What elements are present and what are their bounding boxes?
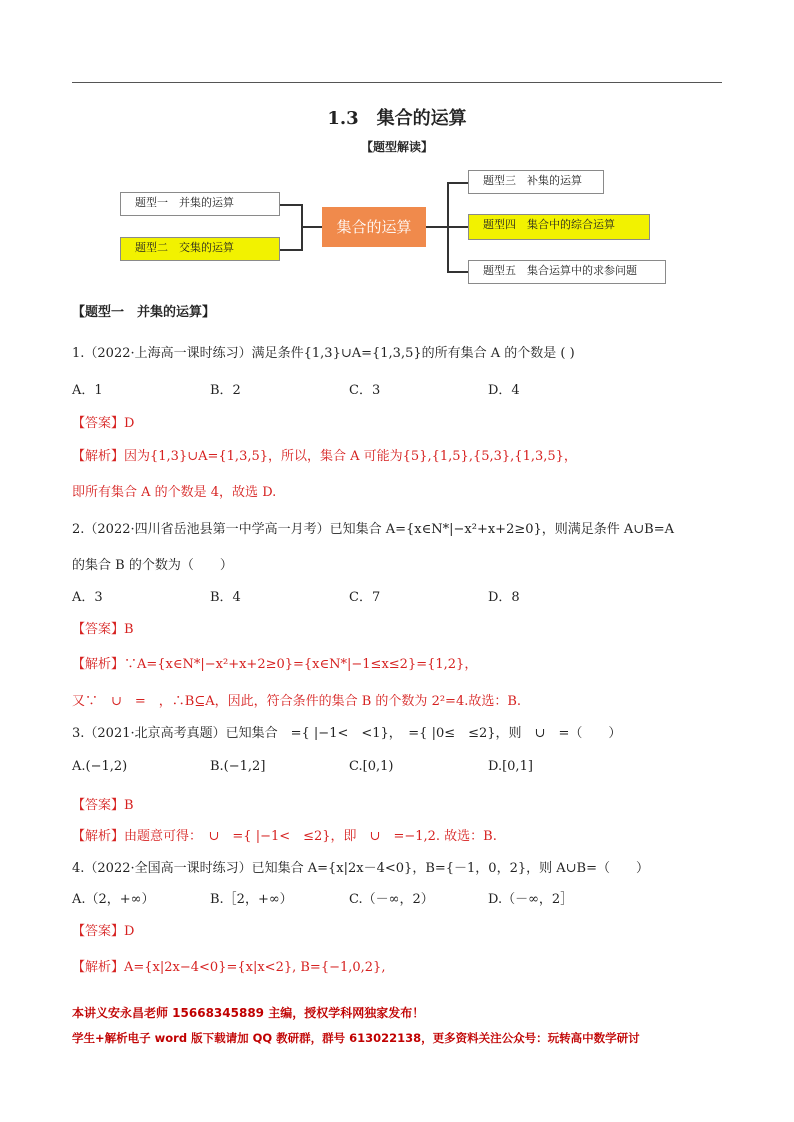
- q2-option-c: C．7: [349, 590, 381, 605]
- q1-option-a: A．1: [72, 383, 103, 398]
- connector: [280, 249, 302, 251]
- footer-line-1: 本讲义安永昌老师 15668345889 主编，授权学科网独家发布！: [72, 1006, 425, 1020]
- diagram-right-box-2: 题型四 集合中的综合运算: [468, 214, 650, 240]
- connector: [447, 226, 468, 228]
- question-3-stem: 3.（2021·北京高考真题）已知集合 ={ |−1< <1}， ={ |0≤ ≤2}，则 ∪ =（ ）: [72, 726, 622, 741]
- q4-option-a: A.（2，+∞）: [72, 892, 155, 907]
- connector: [447, 271, 468, 273]
- question-4-stem: 4.（2022·全国高一课时练习）已知集合 A={x|2x－4<0}，B={－1，0，2}，则 A∪B=（ ）: [72, 861, 649, 876]
- q4-answer: 【答案】D: [72, 924, 135, 939]
- q3-option-b: B.(−1,2]: [210, 759, 266, 774]
- q2-option-a: A．3: [72, 590, 103, 605]
- q2-answer: 【答案】B: [72, 622, 134, 637]
- diagram-left-box-2: 题型二 交集的运算: [120, 237, 280, 261]
- footer-line-2: 学生+解析电子 word 版下载请加 QQ 教研群，群号 613022138，更多资料关注公众号：玩转高中数学研讨: [72, 1031, 640, 1045]
- q4-option-c: C.（－∞，2）: [349, 892, 434, 907]
- connector: [301, 226, 322, 228]
- q2-option-d: D．8: [488, 590, 520, 605]
- q1-analysis: 【解析】因为{1,3}∪A={1,3,5}，所以，集合 A 可能为{5},{1,5},{5,3},{1,3,5}，: [72, 449, 577, 464]
- q4-option-b: B.［2，+∞）: [210, 892, 293, 907]
- connector: [280, 204, 302, 206]
- q3-option-a: A.(−1,2): [72, 759, 128, 774]
- q3-analysis: 【解析】由题意可得： ∪ ={ |−1< ≤2}，即 ∪ =−1,2. 故选：B.: [72, 829, 497, 844]
- q2-analysis-conclusion: 又∵ ∪ = ，∴B⊆A，因此，符合条件的集合 B 的个数为 2²=4.故选：B.: [72, 694, 522, 709]
- diagram-right-box-1: 题型三 补集的运算: [468, 170, 604, 194]
- section-heading: 【题型一 并集的运算】: [72, 305, 216, 320]
- q3-option-c: C.[0,1): [349, 759, 394, 774]
- q1-analysis-conclusion: 即所有集合 A 的个数是 4，故选 D.: [72, 485, 277, 500]
- page-title: 1.3 集合的运算: [327, 108, 467, 129]
- diagram-left-box-1: 题型一 并集的运算: [120, 192, 280, 216]
- question-2-stem: 2.（2022·四川省岳池县第一中学高一月考）已知集合 A={x∈N*|−x²+x+2≥0}，则满足条件 A∪B=A: [72, 522, 675, 537]
- q1-option-c: C．3: [349, 383, 381, 398]
- q1-option-b: B．2: [210, 383, 241, 398]
- diagram-center-node: 集合的运算: [322, 207, 426, 247]
- q2-analysis: 【解析】∵A={x∈N*|−x²+x+2≥0}={x∈N*|−1≤x≤2}={1,2}，: [72, 657, 478, 672]
- q4-option-d: D.（－∞，2］: [488, 892, 574, 907]
- connector: [426, 226, 448, 228]
- q3-answer: 【答案】B: [72, 798, 134, 813]
- q1-option-d: D．4: [488, 383, 520, 398]
- q4-analysis: 【解析】A={x|2x−4<0}={x|x<2}, B={−1,0,2},: [72, 960, 386, 975]
- q2-option-b: B．4: [210, 590, 241, 605]
- question-2-stem-cont: 的集合 B 的个数为（ ）: [72, 558, 233, 573]
- diagram-right-box-3: 题型五 集合运算中的求参问题: [468, 260, 666, 284]
- connector: [447, 182, 468, 184]
- q1-answer: 【答案】D: [72, 416, 135, 431]
- page-subtitle: 【题型解读】: [360, 140, 433, 154]
- header-rule: [72, 82, 722, 83]
- question-1-stem: 1.（2022·上海高一课时练习）满足条件{1,3}∪A={1,3,5}的所有集合 A 的个数是 ( ): [72, 346, 575, 361]
- q3-option-d: D.[0,1]: [488, 759, 533, 774]
